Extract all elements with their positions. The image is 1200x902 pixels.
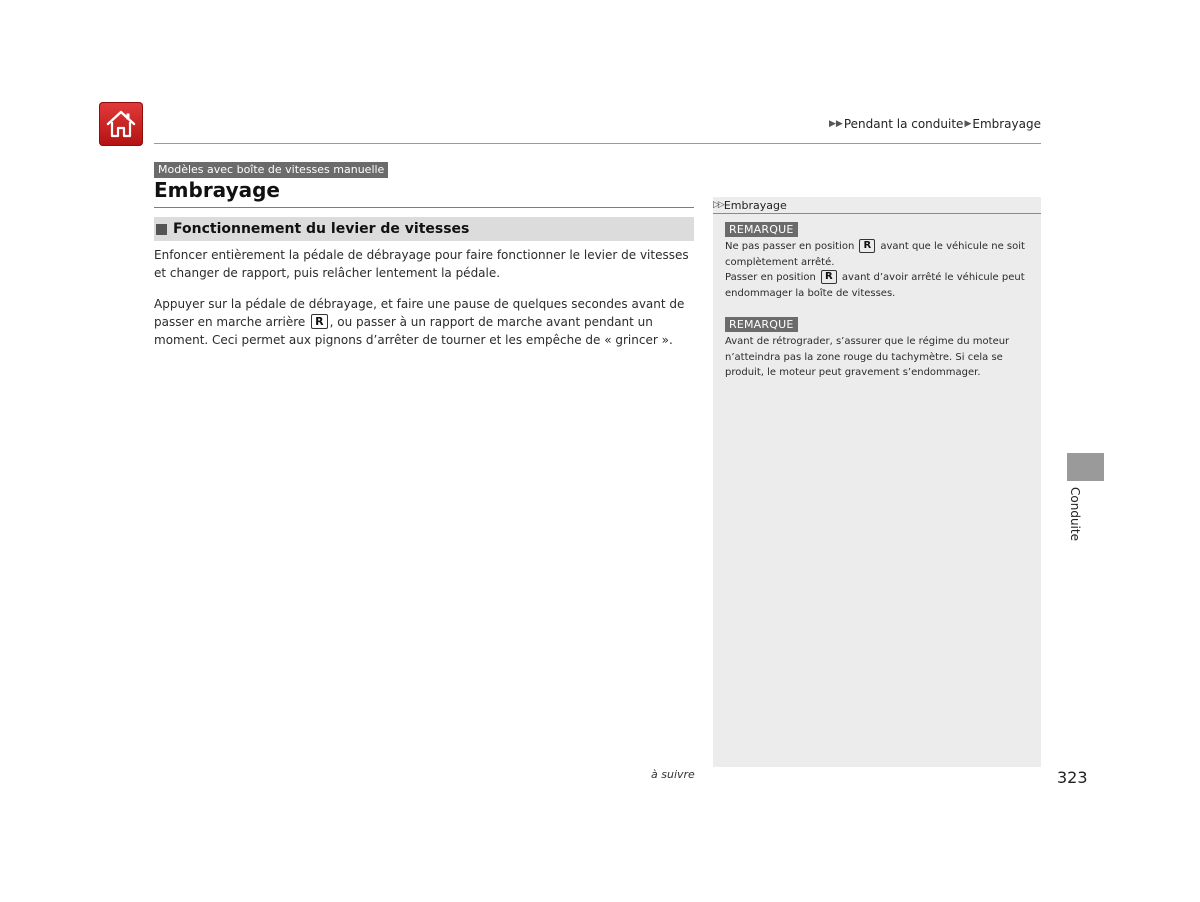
note-text: Ne pas passer en position bbox=[725, 241, 858, 252]
section-heading bbox=[154, 217, 694, 241]
triangle-right-icon: ▶▶ bbox=[829, 119, 843, 129]
paragraph-text: Appuyer sur la pédale de débrayage, et faire une pause de quelques secondes avant de passer en marche arrière bbox=[154, 297, 685, 329]
note-marker-icon: ▷▷ bbox=[713, 200, 723, 210]
reverse-key-badge: R bbox=[859, 239, 875, 253]
caution-label: REMARQUE bbox=[725, 317, 798, 332]
caution-text-1 bbox=[725, 239, 1030, 301]
breadcrumb bbox=[828, 117, 1041, 131]
breadcrumb-link-driving[interactable]: Pendant la conduite bbox=[843, 117, 964, 131]
note-title-bar bbox=[713, 197, 1041, 214]
note-text: avant d’avoir arrêté le véhicule peut endommager la boîte de vitesses. bbox=[725, 272, 1025, 299]
note-title: Embrayage bbox=[723, 198, 787, 212]
home-button[interactable] bbox=[99, 102, 143, 146]
paragraph-reverse-gear bbox=[154, 295, 694, 349]
chapter-tab[interactable] bbox=[1067, 453, 1104, 481]
breadcrumb-current: Embrayage bbox=[972, 117, 1041, 131]
page-title: Embrayage bbox=[154, 178, 280, 202]
reverse-key-badge: R bbox=[821, 270, 837, 284]
note-text: avant que le véhicule ne soit complètement arrêté. bbox=[725, 241, 1025, 268]
note-text: Passer en position bbox=[725, 272, 820, 283]
caution-label: REMARQUE bbox=[725, 222, 798, 237]
model-tag: Modèles avec boîte de vitesses manuelle bbox=[154, 162, 388, 178]
square-bullet-icon bbox=[156, 224, 167, 235]
home-icon bbox=[105, 109, 137, 139]
section-heading-text: Fonctionnement du levier de vitesses bbox=[173, 221, 470, 237]
caution-text-2: Avant de rétrograder, s’assurer que le régime du moteur n’atteindra pas la zone rouge du tachymètre. Si cela se produit, le moteur peut gravement s’endommager. bbox=[725, 336, 1010, 378]
reverse-key-badge: R bbox=[311, 314, 327, 329]
triangle-right-icon: ▶ bbox=[964, 119, 972, 129]
page-number: 323 bbox=[1057, 768, 1088, 787]
title-divider bbox=[154, 207, 694, 208]
paragraph-clutch-operation: Enfoncer entièrement la pédale de débrayage pour faire fonctionner le levier de vitesses et changer de rapport, puis relâcher lentement la pédale. bbox=[154, 248, 689, 280]
header-divider bbox=[154, 143, 1041, 144]
continued-label: à suivre bbox=[651, 768, 695, 781]
chapter-tab-label: Conduite bbox=[1068, 487, 1082, 541]
paragraph-text: , ou passer à un rapport de marche avant pendant un moment. Ceci permet aux pignons d’arrêter de tourner et les empêche de « grincer ». bbox=[154, 315, 673, 347]
